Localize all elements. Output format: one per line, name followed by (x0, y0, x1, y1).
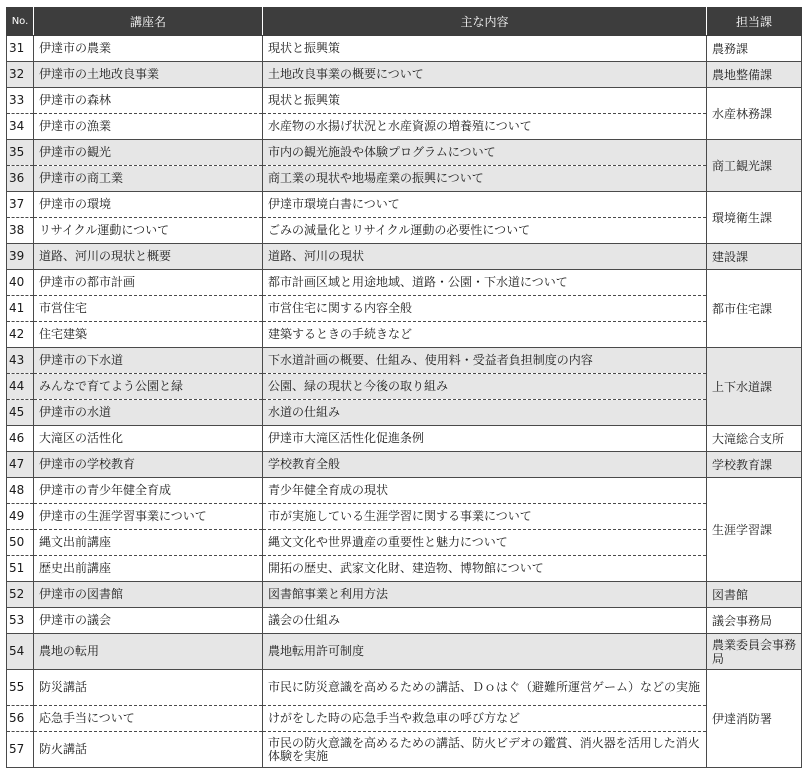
header-no: No. (7, 8, 34, 36)
row-name: 伊達市の水道 (34, 400, 263, 426)
row-dept: 生涯学習課 (707, 478, 802, 582)
row-content: 現状と振興策 (263, 36, 707, 62)
lecture-table-container (6, 7, 802, 768)
row-name: 伊達市の観光 (34, 140, 263, 166)
row-no: 53 (7, 608, 34, 634)
row-name: 防火講話 (34, 732, 263, 768)
row-content: 市民に防災意識を高めるための講話、Ｄｏはぐ（避難所運営ゲーム）などの実施 (263, 670, 707, 706)
row-name: 伊達市の漁業 (34, 114, 263, 140)
row-no: 50 (7, 530, 34, 556)
row-name: 伊達市の農業 (34, 36, 263, 62)
table-row (7, 706, 802, 732)
row-no: 34 (7, 114, 34, 140)
table-row (7, 530, 802, 556)
row-content: 商工業の現状や地場産業の振興について (263, 166, 707, 192)
row-content: 縄文文化や世界遺産の重要性と魅力について (263, 530, 707, 556)
row-content: けがをした時の応急手当や救急車の呼び方など (263, 706, 707, 732)
row-dept: 伊達消防署 (707, 670, 802, 768)
row-no: 35 (7, 140, 34, 166)
table-row (7, 192, 802, 218)
table-row (7, 374, 802, 400)
row-name: 住宅建築 (34, 322, 263, 348)
row-content: 建築するときの手続きなど (263, 322, 707, 348)
table-row (7, 478, 802, 504)
table-row (7, 88, 802, 114)
row-no: 42 (7, 322, 34, 348)
row-content: 下水道計画の概要、仕組み、使用料・受益者負担制度の内容 (263, 348, 707, 374)
row-dept: 大滝総合支所 (707, 426, 802, 452)
row-content: 公園、緑の現状と今後の取り組み (263, 374, 707, 400)
row-no: 47 (7, 452, 34, 478)
table-row (7, 218, 802, 244)
row-no: 55 (7, 670, 34, 706)
row-name: 縄文出前講座 (34, 530, 263, 556)
table-row (7, 244, 802, 270)
row-content: 都市計画区域と用途地域、道路・公園・下水道について (263, 270, 707, 296)
table-row (7, 270, 802, 296)
row-no: 38 (7, 218, 34, 244)
row-name: 伊達市の学校教育 (34, 452, 263, 478)
row-no: 54 (7, 634, 34, 670)
row-no: 52 (7, 582, 34, 608)
row-dept: 水産林務課 (707, 88, 802, 140)
row-content: 青少年健全育成の現状 (263, 478, 707, 504)
header-name: 講座名 (34, 8, 263, 36)
row-name: 伊達市の森林 (34, 88, 263, 114)
table-row (7, 504, 802, 530)
row-content: 伊達市環境白書について (263, 192, 707, 218)
row-name: 市営住宅 (34, 296, 263, 322)
row-no: 56 (7, 706, 34, 732)
table-row (7, 62, 802, 88)
header-dept: 担当課 (707, 8, 802, 36)
row-name: 伊達市の図書館 (34, 582, 263, 608)
row-content: ごみの減量化とリサイクル運動の必要性について (263, 218, 707, 244)
row-dept: 学校教育課 (707, 452, 802, 478)
row-no: 51 (7, 556, 34, 582)
row-content: 学校教育全般 (263, 452, 707, 478)
row-content: 市営住宅に関する内容全般 (263, 296, 707, 322)
table-row (7, 166, 802, 192)
row-no: 48 (7, 478, 34, 504)
row-dept: 建設課 (707, 244, 802, 270)
row-content: 開拓の歴史、武家文化財、建造物、博物館について (263, 556, 707, 582)
table-row (7, 400, 802, 426)
table-row (7, 634, 802, 670)
row-content: 伊達市大滝区活性化促進条例 (263, 426, 707, 452)
table-row (7, 348, 802, 374)
row-name: 伊達市の土地改良事業 (34, 62, 263, 88)
row-name: 伊達市の生涯学習事業について (34, 504, 263, 530)
row-no: 44 (7, 374, 34, 400)
table-row (7, 608, 802, 634)
row-no: 49 (7, 504, 34, 530)
table-row (7, 582, 802, 608)
table-row (7, 556, 802, 582)
row-no: 40 (7, 270, 34, 296)
row-name: 伊達市の下水道 (34, 348, 263, 374)
row-name: 農地の転用 (34, 634, 263, 670)
row-content: 現状と振興策 (263, 88, 707, 114)
row-no: 45 (7, 400, 34, 426)
row-no: 39 (7, 244, 34, 270)
row-content: 農地転用許可制度 (263, 634, 707, 670)
row-content: 水道の仕組み (263, 400, 707, 426)
header-content: 主な内容 (263, 8, 707, 36)
row-no: 46 (7, 426, 34, 452)
row-name: 防災講話 (34, 670, 263, 706)
row-no: 33 (7, 88, 34, 114)
row-content: 土地改良事業の概要について (263, 62, 707, 88)
row-dept: 農地整備課 (707, 62, 802, 88)
row-dept: 上下水道課 (707, 348, 802, 426)
row-content: 市内の観光施設や体験プログラムについて (263, 140, 707, 166)
row-no: 36 (7, 166, 34, 192)
row-content: 図書館事業と利用方法 (263, 582, 707, 608)
row-dept: 農業委員会事務局 (707, 634, 802, 670)
row-no: 32 (7, 62, 34, 88)
row-name: 大滝区の活性化 (34, 426, 263, 452)
row-dept: 農務課 (707, 36, 802, 62)
row-content: 水産物の水揚げ状況と水産資源の増養殖について (263, 114, 707, 140)
row-no: 37 (7, 192, 34, 218)
row-dept: 都市住宅課 (707, 270, 802, 348)
table-row (7, 322, 802, 348)
row-content: 道路、河川の現状 (263, 244, 707, 270)
table-row (7, 732, 802, 768)
row-no: 57 (7, 732, 34, 768)
table-row (7, 296, 802, 322)
row-name: みんなで育てよう公園と緑 (34, 374, 263, 400)
row-name: 伊達市の議会 (34, 608, 263, 634)
row-name: 応急手当について (34, 706, 263, 732)
row-content: 市が実施している生涯学習に関する事業について (263, 504, 707, 530)
row-dept: 環境衛生課 (707, 192, 802, 244)
row-no: 31 (7, 36, 34, 62)
row-no: 43 (7, 348, 34, 374)
row-content: 市民の防火意識を高めるための講話、防火ビデオの鑑賞、消火器を活用した消火体験を実施 (263, 732, 707, 768)
row-name: 伊達市の商工業 (34, 166, 263, 192)
row-name: 道路、河川の現状と概要 (34, 244, 263, 270)
row-name: 伊達市の環境 (34, 192, 263, 218)
header-row (7, 8, 802, 36)
table-row (7, 670, 802, 706)
row-name: 歴史出前講座 (34, 556, 263, 582)
row-dept: 商工観光課 (707, 140, 802, 192)
row-name: 伊達市の都市計画 (34, 270, 263, 296)
row-name: 伊達市の青少年健全育成 (34, 478, 263, 504)
row-content: 議会の仕組み (263, 608, 707, 634)
table-row (7, 452, 802, 478)
row-dept: 議会事務局 (707, 608, 802, 634)
row-dept: 図書館 (707, 582, 802, 608)
row-name: リサイクル運動について (34, 218, 263, 244)
row-no: 41 (7, 296, 34, 322)
table-row (7, 36, 802, 62)
table-row (7, 114, 802, 140)
table-row (7, 140, 802, 166)
lecture-table (6, 7, 802, 768)
table-row (7, 426, 802, 452)
